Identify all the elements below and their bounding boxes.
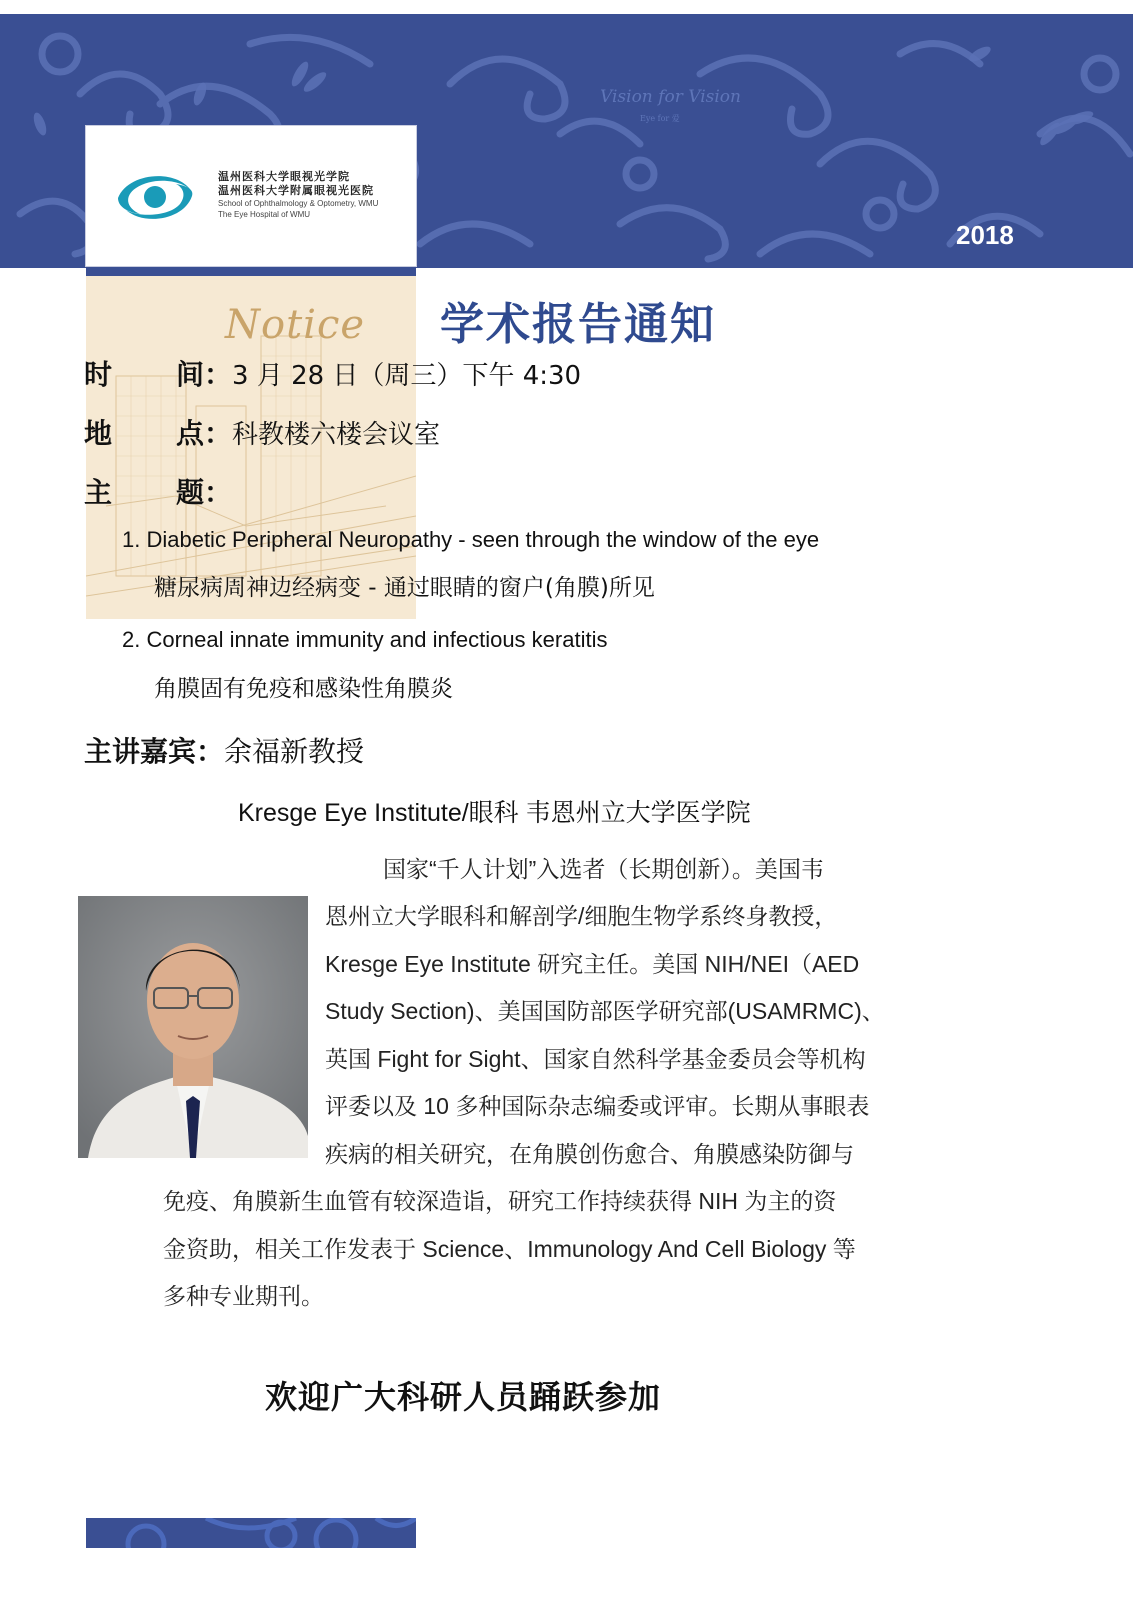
bio-line-2: 恩州立大学眼科和解剖学/细胞生物学系终身教授，	[325, 903, 838, 929]
bio-line-7: 疾病的相关研究，在角膜创伤愈合、角膜感染防御与	[325, 1141, 854, 1167]
time-row	[84, 357, 581, 394]
topic-row	[84, 475, 232, 511]
bio-line-4: Study Section)、美国国防部医学研究部(USAMRMC)、	[325, 998, 885, 1024]
eye-logo-icon	[114, 166, 196, 228]
notice-script-heading: Notice	[225, 302, 366, 348]
topic-1-en: 1. Diabetic Peripheral Neuropathy - seen through the window of the eye	[122, 527, 820, 552]
speaker-name: 余福新教授	[224, 735, 365, 768]
speaker-label: 主讲嘉宾：	[84, 735, 225, 768]
watermark-line-2: Eye for 爱	[640, 114, 680, 123]
logo-underbar	[86, 268, 416, 276]
page-title: 学术报告通知	[440, 299, 716, 350]
bio-line-10: 多种专业期刊。	[163, 1283, 324, 1309]
speaker-affiliation: Kresge Eye Institute/眼科 韦恩州立大学医学院	[238, 799, 751, 827]
bio-line-9: 金资助，相关工作发表于 Science、Immunology And Cell Biology 等	[163, 1236, 856, 1262]
topic-label-2: 题：	[176, 476, 233, 509]
topic-2-en: 2. Corneal innate immunity and infectious keratitis	[122, 627, 608, 652]
bio-line-1: 国家“千人计划”入选者（长期创新）。美国韦	[383, 856, 824, 882]
vision-for-vision-watermark	[600, 86, 741, 130]
topic-2-cn: 角膜固有免疫和感染性角膜炎	[154, 676, 453, 702]
logo-cn-line-2: 温州医科大学附属眼视光医院	[218, 184, 374, 197]
footer-bar	[86, 1518, 416, 1548]
place-label-1: 地	[84, 417, 113, 450]
topic-label-1: 主	[84, 476, 113, 509]
topic-1-cn: 糖尿病周神边经病变 - 通过眼睛的窗户(角膜)所见	[154, 575, 655, 601]
swirl-pattern-icon	[86, 1518, 416, 1548]
place-label-2: 点：	[176, 417, 233, 450]
speaker-portrait-icon	[78, 896, 308, 1158]
time-label-1: 时	[84, 358, 113, 391]
time-value: 3 月 28 日（周三）下午 4:30	[232, 361, 582, 391]
year-label: 2018	[956, 220, 1014, 250]
logo-en-line-2: The Eye Hospital of WMU	[218, 210, 311, 219]
logo-card	[86, 126, 416, 266]
welcome-message: 欢迎广大科研人员踊跃参加	[265, 1378, 662, 1416]
bio-line-6: 评委以及 10 多种国际杂志编委或评审。长期从事眼表	[325, 1093, 870, 1119]
bio-line-8: 免疫、角膜新生血管有较深造诣，研究工作持续获得 NIH 为主的资	[163, 1188, 837, 1214]
bio-line-3: Kresge Eye Institute 研究主任。美国 NIH/NEI（AED	[325, 951, 860, 977]
place-row	[84, 416, 440, 453]
logo-text	[218, 170, 378, 220]
time-label-2: 间：	[176, 358, 233, 391]
logo-en-line-1: School of Ophthalmology & Optometry, WMU	[218, 199, 379, 208]
speaker-photo	[78, 896, 308, 1158]
place-value: 科教楼六楼会议室	[232, 420, 441, 450]
speaker-row	[84, 734, 364, 770]
logo-cn-line-1: 温州医科大学眼视光学院	[218, 170, 350, 183]
watermark-line-1: Vision for Vision	[600, 87, 741, 107]
bio-line-5: 英国 Fight for Sight、国家自然科学基金委员会等机构	[325, 1046, 866, 1072]
